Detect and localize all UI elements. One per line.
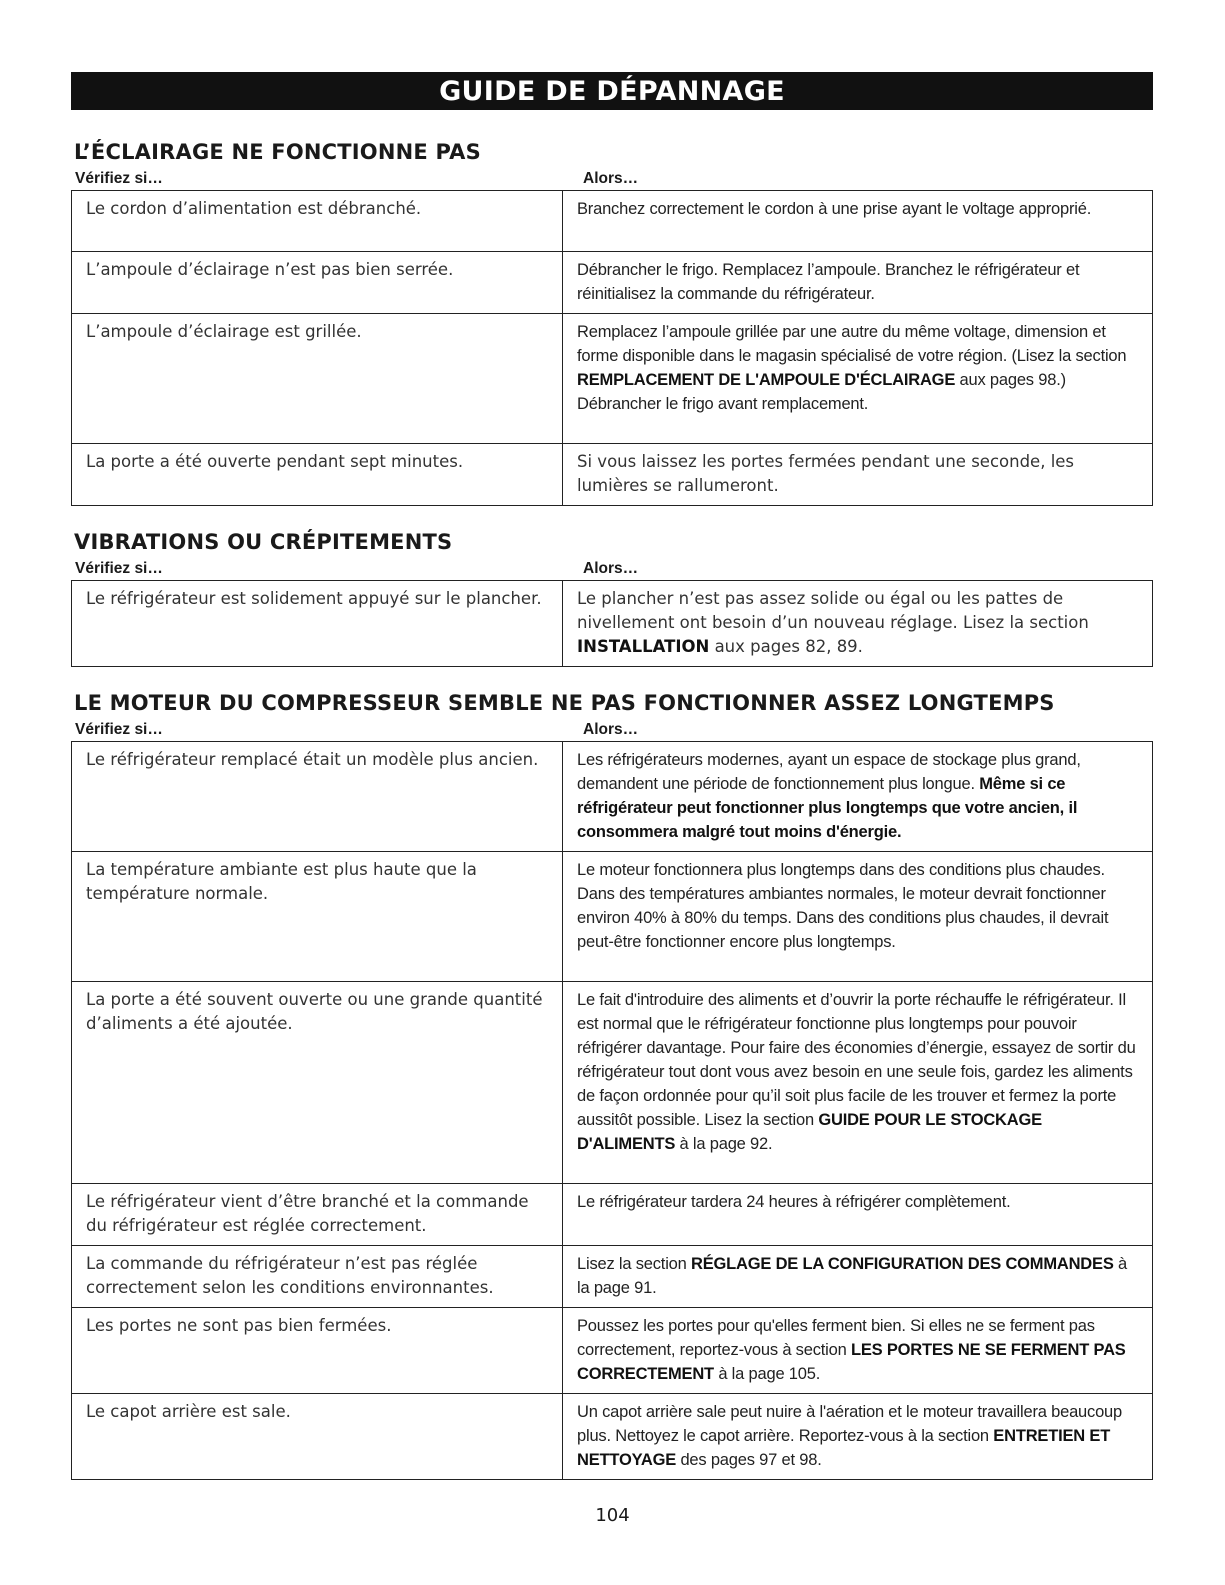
answer-text: Les réfrigérateurs modernes, ayant un espace de stockage plus grand, demandent une période de fonctionnement plus longue.	[577, 751, 1081, 793]
table-row	[72, 581, 1153, 667]
section-title: VIBRATIONS OU CRÉPITEMENTS	[74, 530, 453, 554]
column-header-check: Vérifiez si…	[75, 560, 163, 577]
bold-reference-text: LES PORTES NE SE FERMENT PAS CORRECTEMENT	[577, 1341, 1126, 1383]
check-cell: La commande du réfrigérateur n’est pas réglée correctement selon les conditions environnantes.	[72, 1246, 563, 1308]
then-cell	[563, 191, 1153, 252]
then-cell	[563, 1308, 1153, 1394]
troubleshooting-table	[71, 190, 1153, 506]
column-header-then: Alors…	[583, 721, 639, 738]
check-cell: Les portes ne sont pas bien fermées.	[72, 1308, 563, 1394]
page-number: 104	[595, 1505, 630, 1526]
answer-text: à la page 105.	[713, 1365, 821, 1383]
section-compressor	[71, 691, 1153, 1480]
table-row	[72, 852, 1153, 982]
column-headers	[71, 554, 1153, 580]
answer-text: des pages 97 et 98.	[676, 1451, 822, 1469]
table-row	[72, 444, 1153, 506]
answer-text: Le moteur fonctionnera plus longtemps dans des conditions plus chaudes. Dans des températures ambiantes normales, le moteur devrait fonctionner environ 40% à 80% du temps. Dans des conditions plus chaudes, il devrait peut-être fonctionner encore plus longtemps.	[577, 861, 1109, 951]
table-row	[72, 314, 1153, 444]
check-cell: Le cordon d’alimentation est débranché.	[72, 191, 563, 252]
then-cell	[563, 1394, 1153, 1480]
bold-reference-text: RÉGLAGE DE LA CONFIGURATION DES COMMANDES	[691, 1255, 1114, 1273]
check-cell: La porte a été souvent ouverte ou une grande quantité d’aliments a été ajoutée.	[72, 982, 563, 1184]
check-cell: L’ampoule d’éclairage est grillée.	[72, 314, 563, 444]
answer-text: aux pages 98.) Débrancher le frigo avant remplacement.	[577, 371, 1066, 413]
troubleshooting-table	[71, 741, 1153, 1480]
answer-text: aux pages 82, 89.	[709, 637, 863, 656]
answer-text: à la page 92.	[675, 1135, 773, 1153]
table-row	[72, 1394, 1153, 1480]
table-row	[72, 1246, 1153, 1308]
answer-text: Le plancher n’est pas assez solide ou égal ou les pattes de nivellement ont besoin d’un nouveau réglage. Lisez la section	[577, 589, 1089, 632]
answer-text: Le fait d'introduire des aliments et d’ouvrir la porte réchauffe le réfrigérateur. Il est normal que le réfrigérateur fonctionne plus longtemps pour pouvoir réfrigérer davantage. Pour faire des économies d’énergie, essayez de sortir du réfrigérateur tout dont vous avez besoin en une seule fois, gardez les aliments de façon ordonnée pour qu’il soit plus facile de les trouver et fermez la porte aussitôt possible. Lisez la section	[577, 991, 1136, 1129]
then-cell	[563, 1246, 1153, 1308]
answer-text: Si vous laissez les portes fermées pendant une seconde, les lumières se rallumeront.	[577, 452, 1075, 495]
answer-text: Débrancher le frigo. Remplacez l’ampoule. Branchez le réfrigérateur et réinitialisez la commande du réfrigérateur.	[577, 261, 1080, 303]
check-cell: La porte a été ouverte pendant sept minutes.	[72, 444, 563, 506]
answer-text: Lisez la section	[577, 1255, 691, 1273]
bold-reference-text: GUIDE POUR LE STOCKAGE D'ALIMENTS	[577, 1111, 1042, 1153]
then-cell	[563, 742, 1153, 852]
table-row	[72, 742, 1153, 852]
then-cell	[563, 252, 1153, 314]
answer-text: à la page 91.	[577, 1255, 1128, 1297]
then-cell	[563, 314, 1153, 444]
bold-reference-text: REMPLACEMENT DE L'AMPOULE D'ÉCLAIRAGE	[577, 371, 956, 389]
check-cell: Le réfrigérateur remplacé était un modèle plus ancien.	[72, 742, 563, 852]
column-headers	[71, 164, 1153, 190]
answer-text: Le réfrigérateur tardera 24 heures à réfrigérer complètement.	[577, 1193, 1011, 1211]
page-banner-title: GUIDE DE DÉPANNAGE	[71, 72, 1153, 110]
table-row	[72, 191, 1153, 252]
check-cell: L’ampoule d’éclairage n’est pas bien serrée.	[72, 252, 563, 314]
check-cell: Le capot arrière est sale.	[72, 1394, 563, 1480]
answer-text: Poussez les portes pour qu'elles ferment bien. Si elles ne se ferment pas correctement, reportez-vous à section	[577, 1317, 1095, 1359]
section-title: LE MOTEUR DU COMPRESSEUR SEMBLE NE PAS FONCTIONNER ASSEZ LONGTEMPS	[74, 691, 1055, 715]
table-row	[72, 982, 1153, 1184]
section-lighting	[71, 140, 1153, 506]
table-row	[72, 1308, 1153, 1394]
then-cell	[563, 581, 1153, 667]
then-cell	[563, 852, 1153, 982]
column-headers	[71, 715, 1153, 741]
column-header-then: Alors…	[583, 170, 639, 187]
bold-reference-text: INSTALLATION	[577, 637, 710, 656]
then-cell	[563, 1184, 1153, 1246]
column-header-check: Vérifiez si…	[75, 721, 163, 738]
bold-reference-text: ENTRETIEN ET NETTOYAGE	[577, 1427, 1111, 1469]
bold-reference-text: Même si ce réfrigérateur peut fonctionner plus longtemps que votre ancien, il consommera malgré tout moins d'énergie.	[577, 775, 1078, 841]
check-cell: Le réfrigérateur est solidement appuyé sur le plancher.	[72, 581, 563, 667]
column-header-then: Alors…	[583, 560, 639, 577]
document-page	[71, 72, 1153, 1480]
table-row	[72, 252, 1153, 314]
section-vibrations	[71, 530, 1153, 667]
troubleshooting-table	[71, 580, 1153, 667]
section-title: L’ÉCLAIRAGE NE FONCTIONNE PAS	[74, 140, 481, 164]
answer-text: Un capot arrière sale peut nuire à l'aération et le moteur travaillera beaucoup plus. Nettoyez le capot arrière. Reportez-vous à la section	[577, 1403, 1123, 1445]
check-cell: La température ambiante est plus haute que la température normale.	[72, 852, 563, 982]
check-cell: Le réfrigérateur vient d’être branché et la commande du réfrigérateur est réglée correctement.	[72, 1184, 563, 1246]
column-header-check: Vérifiez si…	[75, 170, 163, 187]
answer-text: Branchez correctement le cordon à une prise ayant le voltage approprié.	[577, 200, 1092, 218]
then-cell	[563, 444, 1153, 506]
answer-text: Remplacez l’ampoule grillée par une autre du même voltage, dimension et forme disponible dans le magasin spécialisé de votre région. (Lisez la section	[577, 323, 1127, 365]
table-row	[72, 1184, 1153, 1246]
then-cell	[563, 982, 1153, 1184]
